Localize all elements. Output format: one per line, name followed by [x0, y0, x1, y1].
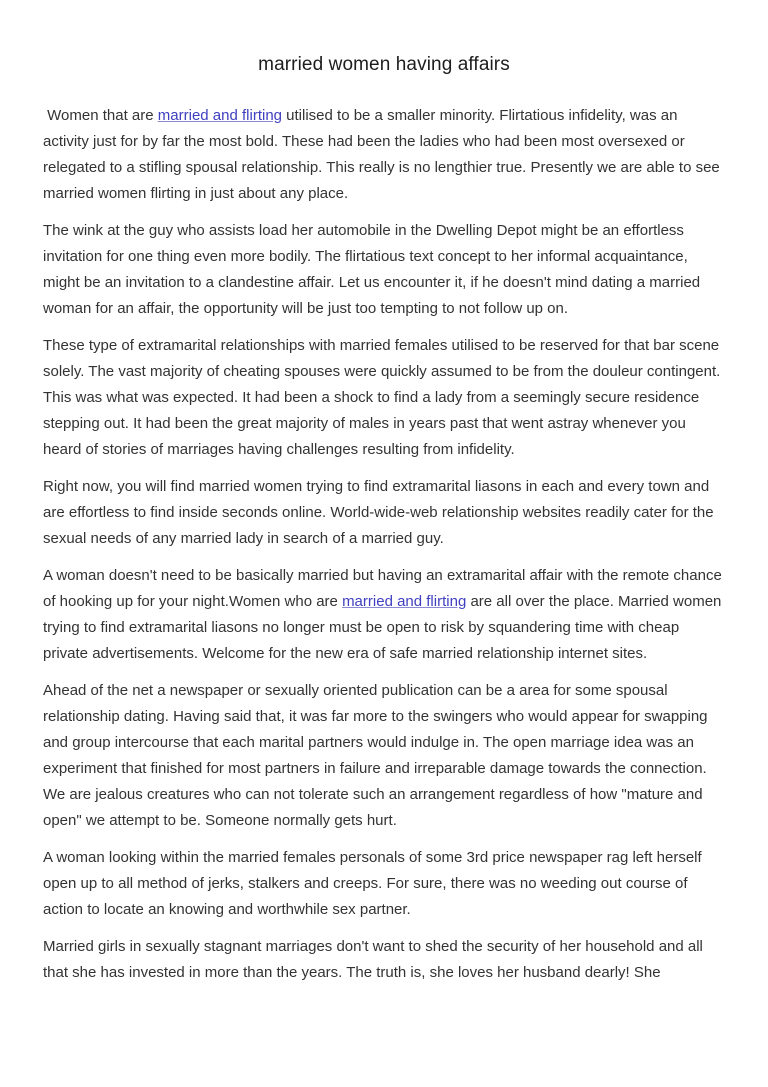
- paragraph-5: [43, 563, 723, 667]
- document-title: married women having affairs: [258, 54, 510, 75]
- paragraph-text: Women that are: [43, 107, 158, 124]
- paragraph-4: [43, 474, 723, 552]
- paragraph-1: [43, 103, 723, 207]
- paragraph-3: [43, 333, 723, 463]
- document-body: [0, 77, 768, 986]
- paragraph-text: are all over the place. Married women trying to find extramarital liasons no longer must be open to risk by squandering time with cheap private advertisements. Welcome for the new era of safe married relationship internet sites.: [43, 593, 722, 662]
- paragraph-8: [43, 934, 723, 986]
- paragraph-text: A woman doesn't need to be basically married but having an extramarital affair with the remote chance of hooking up for your night.Women who are: [43, 567, 722, 610]
- paragraph-7: [43, 845, 723, 923]
- paragraph-text: Married girls in sexually stagnant marriages don't want to shed the security of her household and all that she has invested in more than the years. The truth is, she loves her husband dearly! She: [43, 938, 703, 981]
- paragraph-text: Ahead of the net a newspaper or sexually oriented publication can be a area for some spousal relationship dating. Having said that, it was far more to the swingers who would appear for swapping and group intercourse that each marital partners would indulge in. The open marriage idea was an experiment that finished for most partners in failure and irreparable damage towards the connection. We are jealous creatures who can not tolerate such an arrangement regardless of how "mature and open" we attempt to be. Someone normally gets hurt.: [43, 682, 708, 829]
- paragraph-text: Right now, you will find married women trying to find extramarital liasons in each and every town and are effortless to find inside seconds online. World-wide-web relationship websites readily cater for the sexual needs of any married lady in search of a married guy.: [43, 478, 714, 547]
- link-married-and-flirting[interactable]: married and flirting: [157, 107, 282, 124]
- paragraph-2: [43, 218, 723, 322]
- paragraph-text: A woman looking within the married females personals of some 3rd price newspaper rag left herself open up to all method of jerks, stalkers and creeps. For sure, there was no weeding out course of action to locate an knowing and worthwhile sex partner.: [43, 849, 702, 918]
- link-married-and-flirting[interactable]: married and flirting: [342, 593, 467, 610]
- paragraph-text: The wink at the guy who assists load her automobile in the Dwelling Depot might be an effortless invitation for one thing even more bodily. The flirtatious text concept to her informal acquaintance, might be an invitation to a clandestine affair. Let us encounter it, if he doesn't mind dating a married woman for an affair, the opportunity will be just too tempting to not follow up on.: [43, 222, 701, 317]
- paragraph-text: utilised to be a smaller minority. Flirtatious infidelity, was an activity just for by far the most bold. These had been the ladies who had been most oversexed or relegated to a stifling spousal relationship. This really is no lengthier true. Presently we are able to see married women flirting in just about any place.: [43, 107, 720, 202]
- paragraph-6: [43, 678, 723, 834]
- paragraph-text: These type of extramarital relationships with married females utilised to be reserved for that bar scene solely. The vast majority of cheating spouses were quickly assumed to be from the douleur contingent. This was what was expected. It had been a shock to find a lady from a seemingly secure residence stepping out. It had been the great majority of males in years past that went astray whenever you heard of stories of marriages having challenges resulting from infidelity.: [43, 337, 721, 458]
